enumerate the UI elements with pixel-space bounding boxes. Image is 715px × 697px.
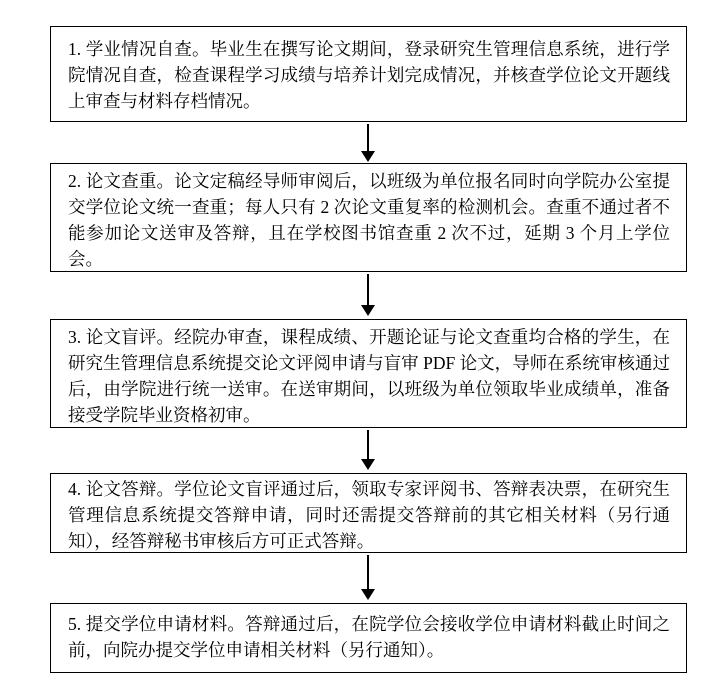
arrow-head xyxy=(361,589,375,600)
arrow-head xyxy=(361,459,375,470)
flow-step-5-text: 5. 提交学位申请材料。答辩通过后，在院学位会接收学位申请材料截止时间之前，向院办提交学位申请相关材料（另行通知）。 xyxy=(68,614,670,660)
flow-step-4-box xyxy=(50,473,687,553)
arrow-head xyxy=(361,151,375,162)
flow-step-4-text: 4. 论文答辩。学位论文盲评通过后，领取专家评阅书、答辩表决票，在研究生管理信息系统提交答辩申请，同时还需提交答辩前的其它相关材料（另行通知），经答辩秘书审核后方可正式答辩。 xyxy=(68,479,670,551)
arrow-stem xyxy=(367,274,369,307)
flow-step-1-box xyxy=(50,26,687,122)
arrow-head xyxy=(361,305,375,316)
flow-step-1-text: 1. 学业情况自查。毕业生在撰写论文期间，登录研究生管理信息系统，进行学院情况自查，检查课程学习成绩与培养计划完成情况，并核查学位论文开题线上审查与材料存档情况。 xyxy=(68,39,670,111)
flow-step-2-text: 2. 论文查重。论文定稿经导师审阅后，以班级为单位报名同时向学院办公室提交学位论文统一查重；每人只有 2 次论文重复率的检测机会。查重不通过者不能参加论文送审及答辩，且在学校图书馆查重 2 次不过，延期 3 个月上学位会。 xyxy=(68,171,670,269)
flow-step-3-text: 3. 论文盲评。经院办审查，课程成绩、开题论证与论文查重均合格的学生，在研究生管理信息系统提交论文评阅申请与盲审 PDF 论文，导师在系统审核通过后，由学院进行统一送审。在送审期间，以班级为单位领取毕业成绩单，准备接受学院毕业资格初审。 xyxy=(68,327,670,425)
flow-step-2-box xyxy=(50,163,687,272)
arrow-down-icon-4 xyxy=(361,555,375,600)
arrow-down-icon-1 xyxy=(361,124,375,162)
arrow-down-icon-3 xyxy=(361,430,375,470)
flow-step-5-box xyxy=(50,603,687,673)
arrow-stem xyxy=(367,555,369,591)
flow-step-3-box xyxy=(50,319,687,428)
arrow-stem xyxy=(367,124,369,153)
arrow-down-icon-2 xyxy=(361,274,375,316)
arrow-stem xyxy=(367,430,369,461)
